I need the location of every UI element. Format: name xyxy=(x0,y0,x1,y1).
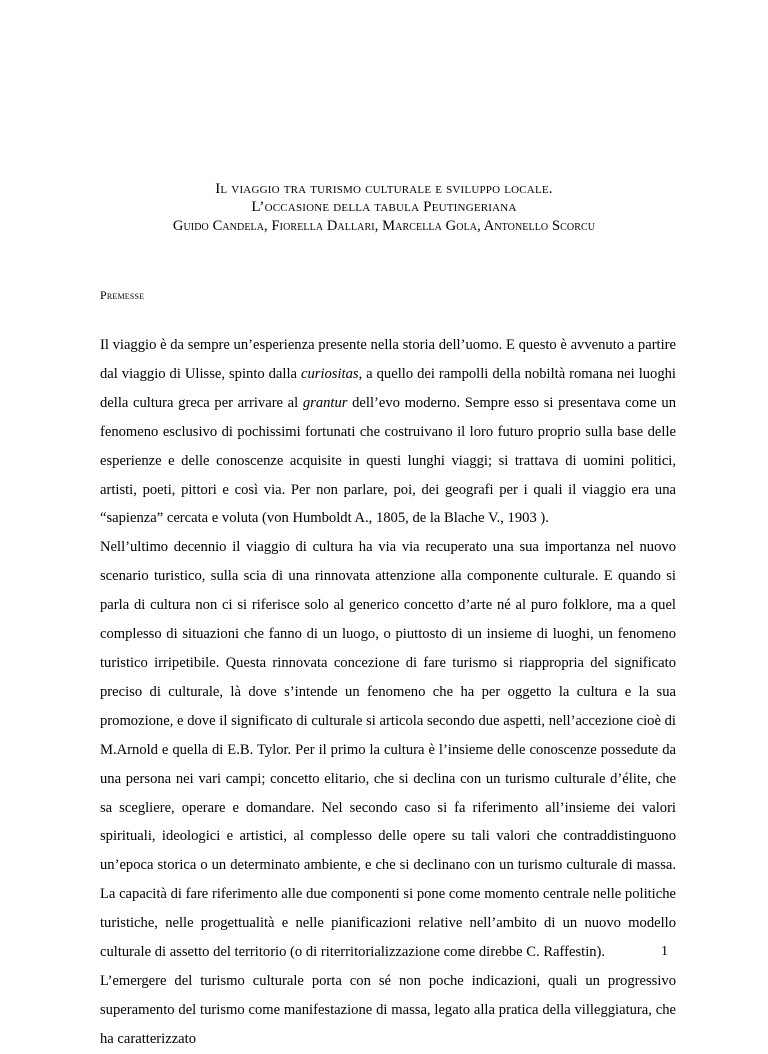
title-block xyxy=(0,180,768,236)
section-heading: Premesse xyxy=(100,288,145,302)
paragraph-1-emphasis-curiositas: curiositas xyxy=(300,365,359,382)
body-text xyxy=(100,331,676,1054)
paragraph-2: Nell’ultimo decennio il viaggio di cultura ha via via recuperato una sua importanza nel nuovo scenario turistico, sulla scia di una rinnovata attenzione alla componente culturale. E quando si parla di cultura non ci si riferisce solo al generico concetto d’arte né al puro folklore, ma a quel complesso di situazioni che fanno di un luogo, o piuttosto di un insieme di luoghi, un fenomeno turistico irripetibile. Questa rinnovata concezione di fare turismo si riappropria del significato preciso di culturale, là dove s’intende un fenomeno che ha per oggetto la cultura e la sua promozione, e dove il significato di culturale si articola secondo due aspetti, nell’accezione cioè di M.Arnold e quella di E.B. Tylor. Per il primo la cultura è l’insieme delle conoscenze possedute da una persona nei vari campi; concetto elitario, che si declina con un turismo culturale d’élite, che sa scegliere, operare e domandare. Nel secondo caso si fa riferimento all’insieme dei valori spirituali, ideologici e artistici, al complesso delle opere su tali valori che contraddistinguono un’epoca storica o un determinato ambiente, e che si declinano con un turismo culturale di massa. La capacità di fare riferimento alle due componenti si pone come momento centrale nelle politiche turistiche, nelle progettualità e nelle pianificazioni relative nell’ambito di un nuovo modello culturale di assetto del territorio (o di riterritorializzazione come direbbe C. Raffestin). xyxy=(100,539,676,961)
page-number: 1 xyxy=(661,944,668,959)
document-title-line-1: Il viaggio tra turismo culturale e sviluppo locale. xyxy=(215,181,553,197)
paragraph-1-emphasis-grantur: grantur xyxy=(302,394,348,411)
paragraph-1-part-a: Il viaggio è da sempre un’esperienza presente nella storia dell’uomo. E questo è avvenuto a partire dal viaggio di Ulisse, spinto dalla xyxy=(100,337,676,382)
paragraph-1-part-c: dell’evo moderno. Sempre esso si presentava come un fenomeno esclusivo di pochissimi fortunati che costruivano il loro futuro proprio sulla base delle esperienze e delle conoscenze acquisite in questi lunghi viaggi; si trattava di uomini politici, artisti, poeti, pittori e così via. Per non parlare, poi, dei geografi per i quali il viaggio era una “sapienza” cercata e voluta (von Humboldt A., 1805, de la Blache V., 1903 ). xyxy=(100,394,676,527)
document-authors: Guido Candela, Fiorella Dallari, Marcella Gola, Antonello Scorcu xyxy=(172,218,596,234)
paragraph-1 xyxy=(100,331,676,533)
paragraph-3: L’emergere del turismo culturale porta con sé non poche indicazioni, quali un progressivo superamento del turismo come manifestazione di massa, legato alla pratica della villeggiatura, che ha caratterizzato xyxy=(100,972,676,1047)
paragraph-1-part-b: , a quello dei rampolli della nobiltà romana nei luoghi della cultura greca per arrivare al xyxy=(100,365,676,411)
document-title-line-2: L’occasione della tabula Peutingeriana xyxy=(251,199,517,215)
